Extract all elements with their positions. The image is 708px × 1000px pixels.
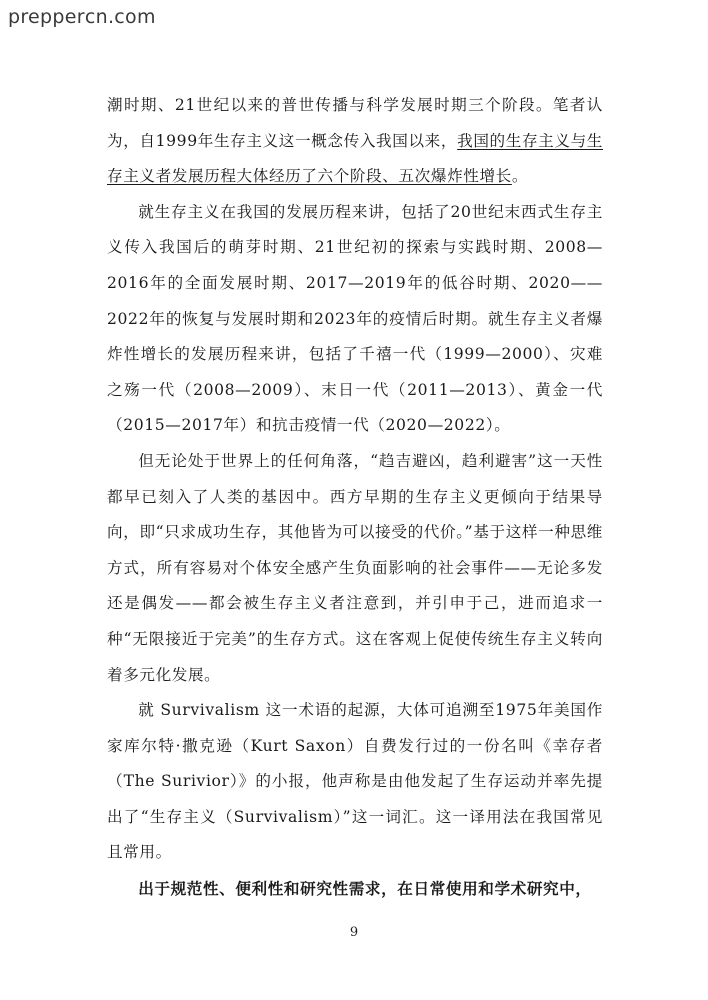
- paragraph-1-text: 潮时期、21世纪以来的普世传播与科学发展时期三个阶段。笔者认为，自1999年生存主义这一概念传入我国以来，: [107, 96, 603, 150]
- document-body: [107, 88, 603, 907]
- site-watermark: prepperсn.com: [8, 6, 156, 28]
- paragraph-4: 就 Survivalism 这一术语的起源，大体可追溯至1975年美国作家库尔特·撒克逊（Kurt Saxon）自费发行过的一份名叫《幸存者（The Surivior）》的小报，他声称是由他发起了生存运动并率先提出了“生存主义（Survivalism）”这一词汇。这一译用法在我国常见且常用。: [107, 701, 603, 862]
- paragraph-1: [107, 88, 603, 195]
- paragraph-1-end: 。: [511, 167, 529, 186]
- underlined-thesis: 我国的生存主义与生存主义者发展历程大体经历了六个阶段、五次爆炸性增长: [107, 131, 603, 186]
- page-number: 9: [349, 925, 359, 940]
- paragraph-2: 就生存主义在我国的发展历程来讲，包括了20世纪末西式生存主义传入我国后的萌芽时期、21世纪初的探索与实践时期、2008—2016年的全面发展时期、2017—2019年的低谷时期、2020——2022年的恢复与发展时期和2023年的疫情后时期。就生存主义者爆炸性增长的发展历程来讲，包括了千禧一代（1999—2000）、灾难之殇一代（2008—2009）、末日一代（2011—2013）、黄金一代（2015—2017年）和抗击疫情一代（2020—2022）。: [107, 202, 603, 435]
- paragraph-5: 出于规范性、便利性和研究性需求，在日常使用和学术研究中，: [138, 879, 592, 899]
- paragraph-3: 但无论处于世界上的任何角落，“趋吉避凶，趋利避害”这一天性都早已刻入了人类的基因中。西方早期的生存主义更倾向于结果导向，即“只求成功生存，其他皆为可以接受的代价。”基于这样一种思维方式，所有容易对个体安全感产生负面影响的社会事件——无论多发还是偶发——都会被生存主义者注意到，并引申于己，进而追求一种“无限接近于完美”的生存方式。这在客观上促使传统生存主义转向着多元化发展。: [107, 451, 603, 684]
